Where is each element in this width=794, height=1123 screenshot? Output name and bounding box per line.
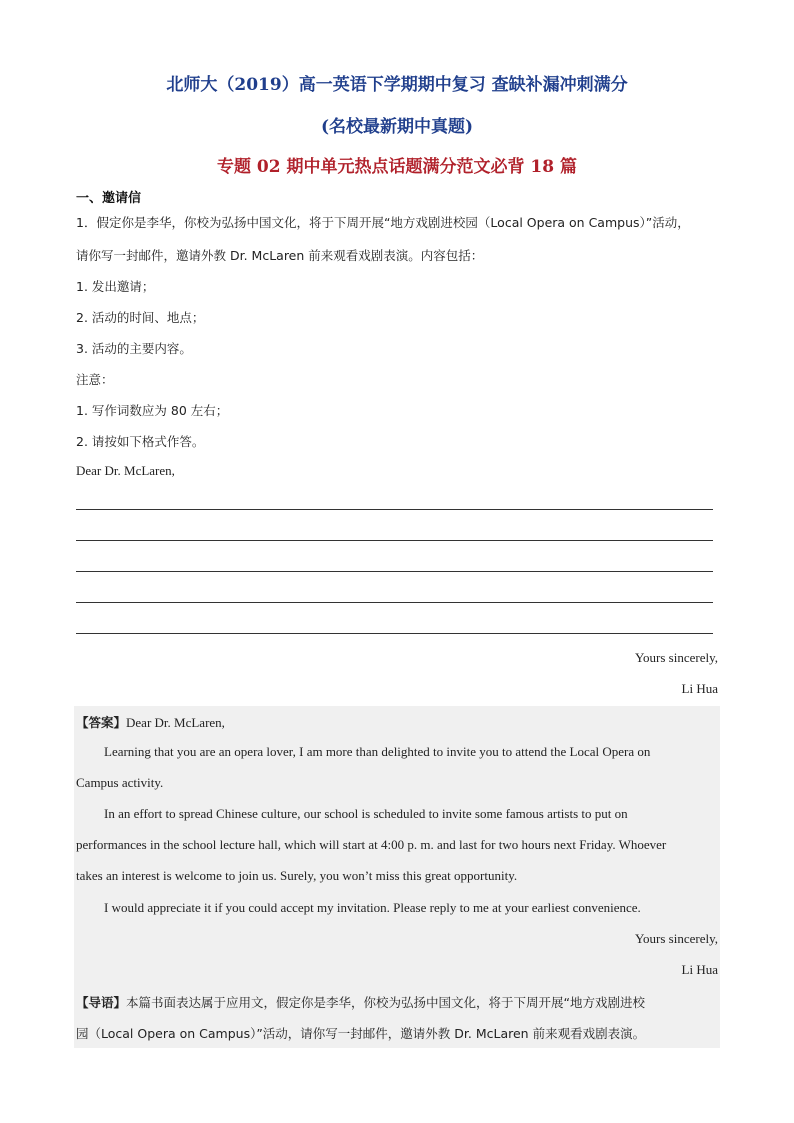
answer-closing: Yours sincerely, (634, 931, 718, 946)
answer-label: 【答案】 (76, 715, 127, 730)
prompt-line-1: 1．假定你是李华，你校为弘扬中国文化，将于下周开展“地方戏剧进校园（Local Opera on Campus）”活动， (76, 215, 690, 230)
answer-blank-line (76, 509, 713, 510)
answer-blank-line (76, 602, 713, 603)
prompt-line-2: 请你写一封邮件，邀请外教 Dr. McLaren 前来观看戏剧表演。内容包括： (76, 248, 484, 263)
answer-salutation: Dear Dr. McLaren, (126, 715, 225, 730)
answer-p1-line-2: Campus activity. (76, 775, 164, 790)
answer-salutation-line (76, 713, 726, 731)
document-subtitle: (名校最新期中真题) (320, 117, 474, 137)
prompt-item-1: 1. 发出邀请； (76, 279, 155, 294)
notes-label: 注意： (76, 372, 114, 387)
prompt-closing: Yours sincerely, (634, 650, 718, 665)
guide-line-1 (76, 993, 726, 1011)
prompt-signature: Li Hua (681, 681, 718, 696)
answer-p2-line-3: takes an interest is welcome to join us. Surely, you won’t miss this great opportunity. (76, 868, 518, 883)
section-heading: 一、邀请信 (76, 191, 142, 206)
answer-blank-line (76, 633, 713, 634)
topic-title: 专题 02 期中单元热点话题满分范文必背 18 篇 (217, 157, 577, 177)
guide-text-1: 本篇书面表达属于应用文，假定你是李华，你校为弘扬中国文化，将于下周开展“地方戏剧进校 (126, 995, 645, 1010)
prompt-item-3: 3. 活动的主要内容。 (76, 341, 192, 356)
answer-p3-line-1: I would appreciate it if you could accept my invitation. Please reply to me at your earliest convenience. (104, 900, 641, 915)
guide-label: 【导语】 (76, 995, 127, 1010)
answer-p2-line-2: performances in the school lecture hall, which will start at 4:00 p. m. and last for two hours next Friday. Whoever (76, 837, 667, 852)
prompt-item-2: 2. 活动的时间、地点； (76, 310, 205, 325)
note-item-1: 1. 写作词数应为 80 左右； (76, 403, 229, 418)
prompt-salutation: Dear Dr. McLaren, (76, 463, 175, 478)
document-title: 北师大（2019）高一英语下学期期中复习 查缺补漏冲刺满分 (166, 75, 628, 95)
answer-p2-line-1: In an effort to spread Chinese culture, our school is scheduled to invite some famous artists to put on (104, 806, 628, 821)
answer-p1-line-1: Learning that you are an opera lover, I am more than delighted to invite you to attend the Local Opera on (104, 744, 651, 759)
answer-blank-line (76, 571, 713, 572)
answer-blank-line (76, 540, 713, 541)
answer-signature: Li Hua (681, 962, 718, 977)
note-item-2: 2. 请按如下格式作答。 (76, 434, 205, 449)
guide-line-2: 园（Local Opera on Campus）”活动，请你写一封邮件，邀请外教 Dr. McLaren 前来观看戏剧表演。 (76, 1026, 646, 1041)
